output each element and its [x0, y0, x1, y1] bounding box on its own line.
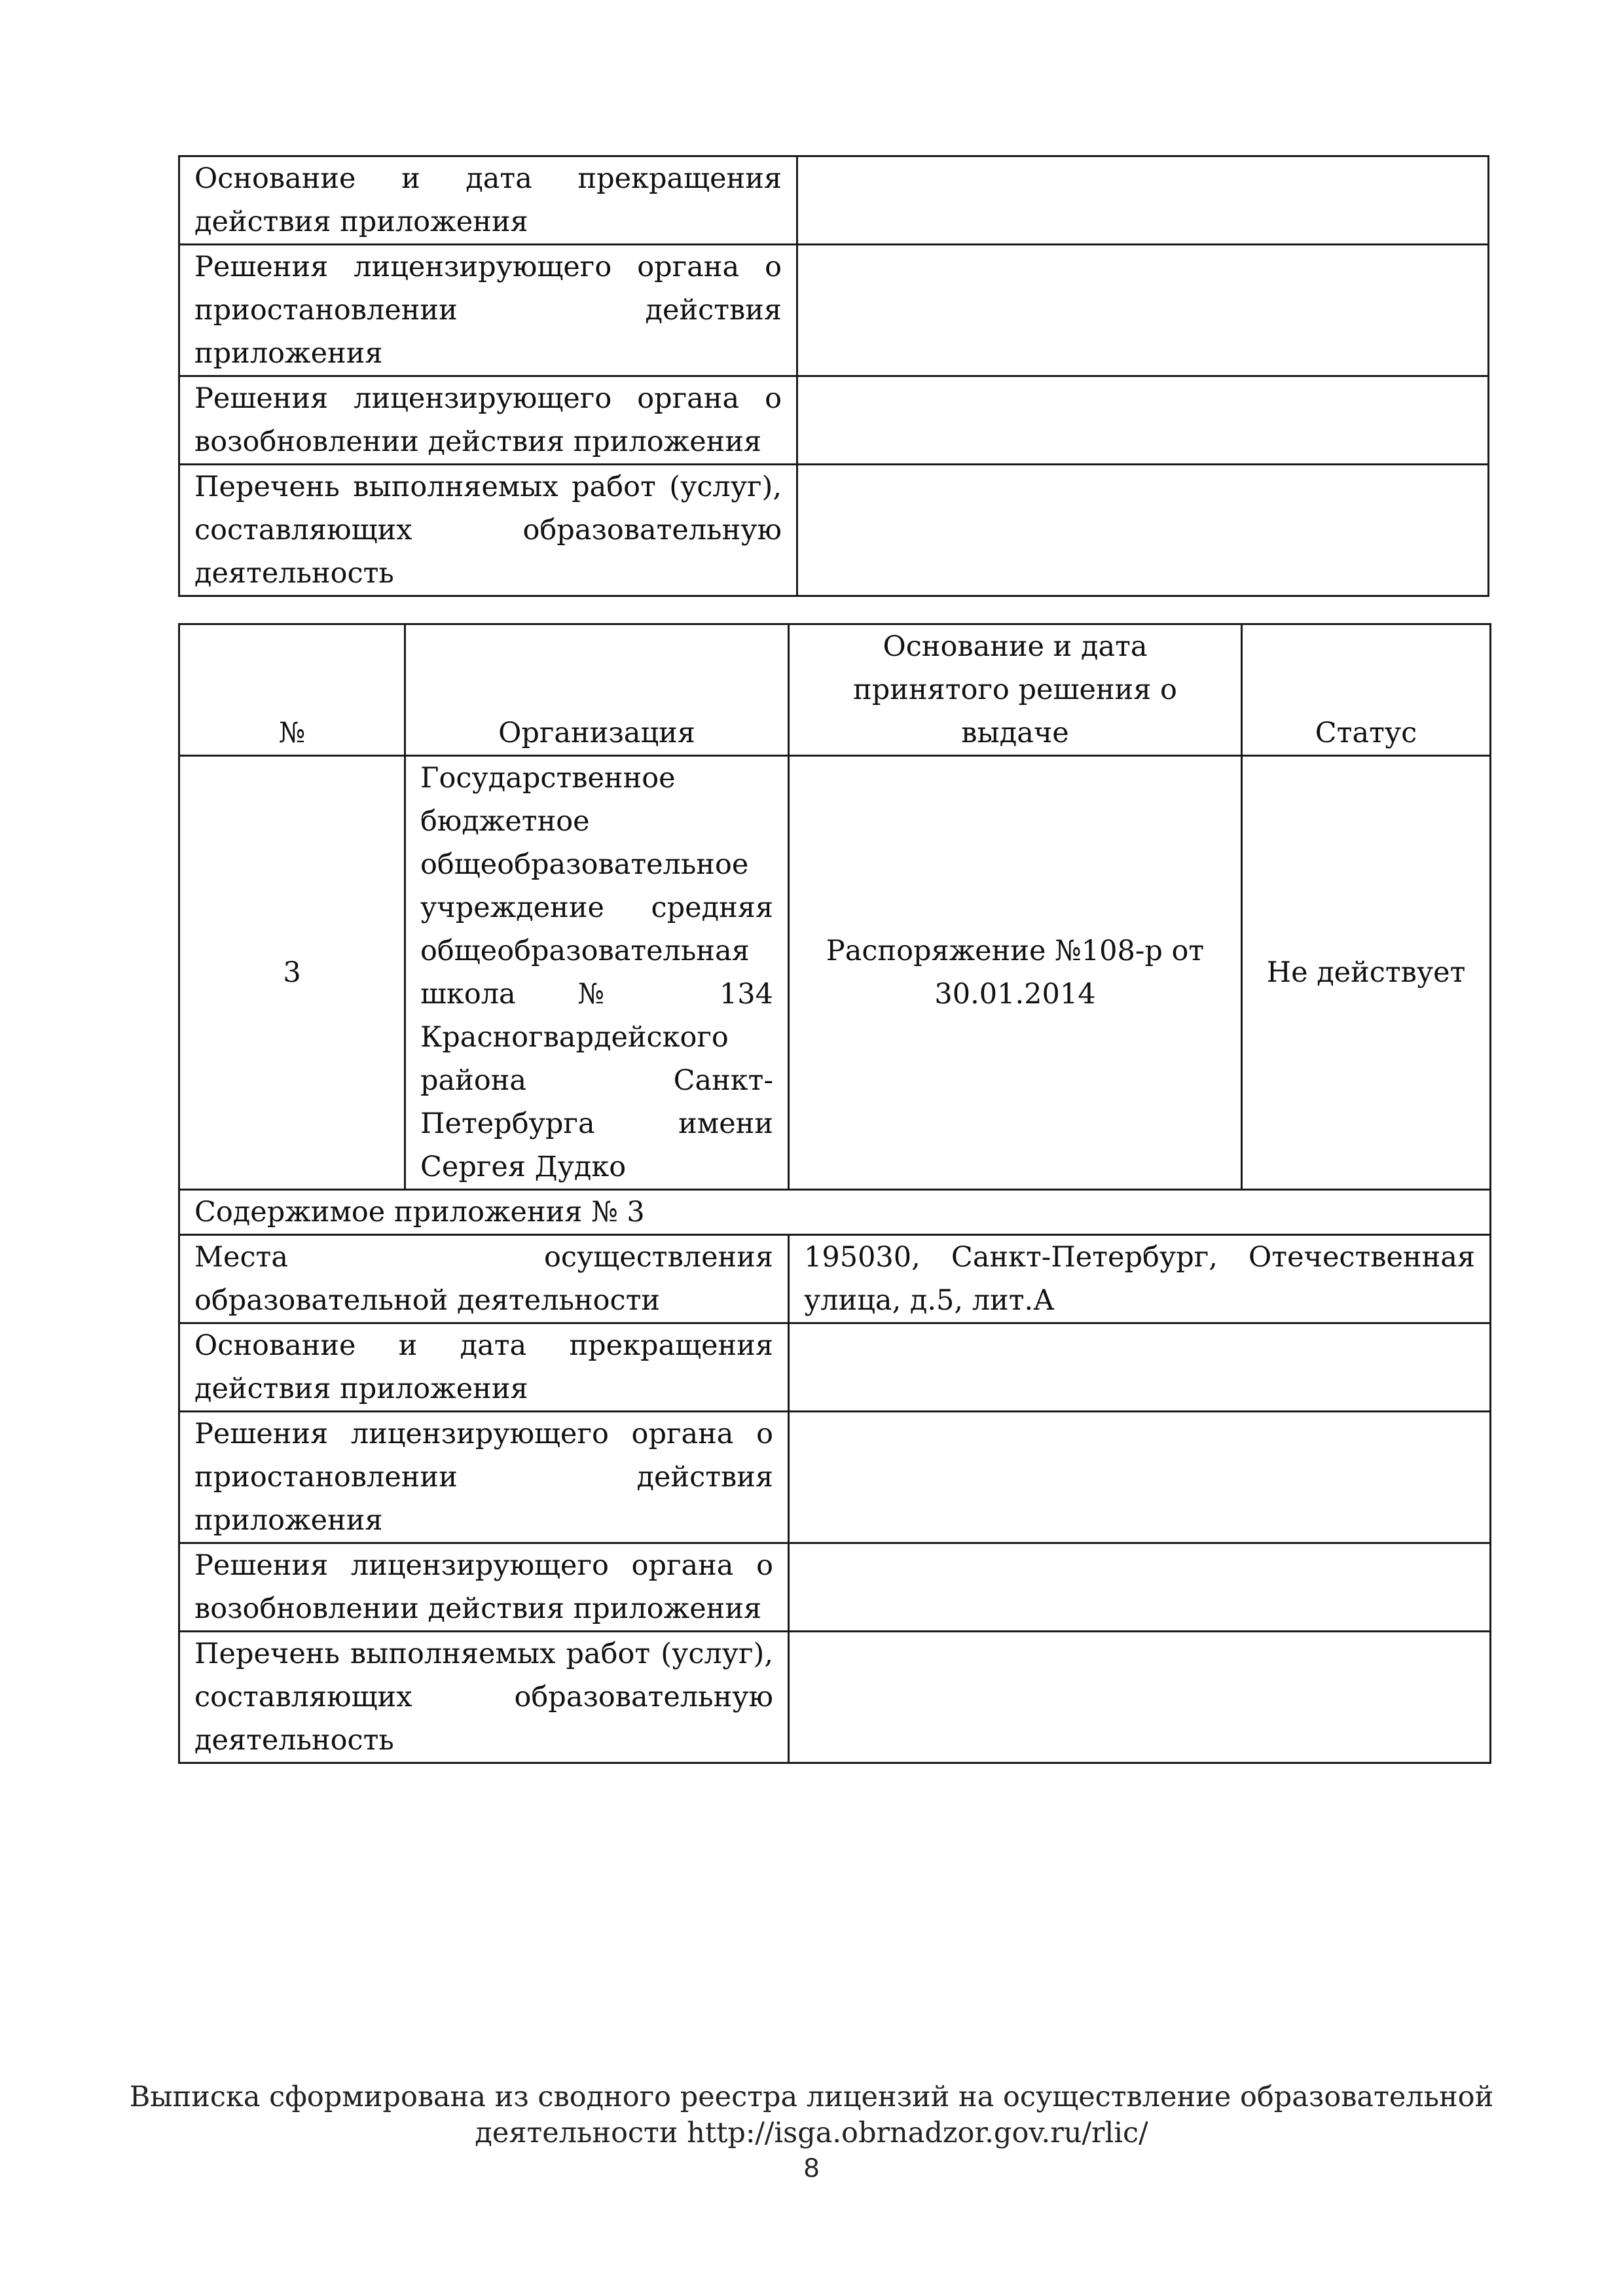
contents-title-row: [179, 1190, 1491, 1235]
appendix-table: [178, 623, 1491, 1764]
table-row: [179, 1632, 1491, 1763]
contents-title: Содержимое приложения № 3: [179, 1190, 1491, 1235]
footer-line-2: деятельности http://isga.obrnadzor.gov.ru/rlic/: [475, 2117, 1148, 2149]
row-value: [797, 245, 1489, 376]
footer-line-1: Выписка сформирована из сводного реестра лицензий на осуществление образовательной: [129, 2081, 1494, 2113]
table-row: [179, 245, 1489, 376]
header-basis: Основание и дата принятого решения о выдаче: [789, 624, 1242, 756]
header-number: №: [179, 624, 405, 756]
row-value: 195030, Санкт-Петербург, Отечественная улица, д.5, лит.А: [789, 1235, 1491, 1323]
table-row: [179, 1543, 1491, 1632]
table-row: [179, 756, 1491, 1190]
row-label: Основание и дата прекращения действия приложения: [179, 156, 797, 245]
header-organization: Организация: [405, 624, 789, 756]
row-value: [789, 1543, 1491, 1632]
table-row: [179, 1412, 1491, 1543]
row-label: Решения лицензирующего органа о приостановлении действия приложения: [179, 1412, 789, 1543]
row-value: [789, 1412, 1491, 1543]
page-number: 8: [803, 2152, 820, 2183]
row-value: [797, 156, 1489, 245]
row-label: Места осуществления образовательной деятельности: [179, 1235, 789, 1323]
row-value: [797, 376, 1489, 465]
row-value: [789, 1632, 1491, 1763]
entry-status: Не действует: [1242, 756, 1491, 1190]
table-row: [179, 465, 1489, 596]
row-label: Решения лицензирующего органа о возобновлении действия приложения: [179, 376, 797, 465]
table-row: [179, 1323, 1491, 1412]
row-label: Решения лицензирующего органа о возобновлении действия приложения: [179, 1543, 789, 1632]
header-status: Статус: [1242, 624, 1491, 756]
table-row: [179, 1235, 1491, 1323]
row-label: Перечень выполняемых работ (услуг), составляющих образовательную деятельность: [179, 465, 797, 596]
row-value: [797, 465, 1489, 596]
header-row: [179, 624, 1491, 756]
row-value: [789, 1323, 1491, 1412]
entry-basis: Распоряжение №108-р от 30.01.2014: [789, 756, 1242, 1190]
license-table-top: [178, 155, 1489, 597]
entry-organization: Государственное бюджетное общеобразовательное учреждение средняя общеобразовательная школа № 134 Красногвардейского района Санкт-Петербурга имени Сергея Дудко: [405, 756, 789, 1190]
footer-note: [0, 2079, 1623, 2151]
row-label: Решения лицензирующего органа о приостановлении действия приложения: [179, 245, 797, 376]
entry-number: 3: [179, 756, 405, 1190]
table-row: [179, 376, 1489, 465]
table-row: [179, 156, 1489, 245]
row-label: Основание и дата прекращения действия приложения: [179, 1323, 789, 1412]
row-label: Перечень выполняемых работ (услуг), составляющих образовательную деятельность: [179, 1632, 789, 1763]
